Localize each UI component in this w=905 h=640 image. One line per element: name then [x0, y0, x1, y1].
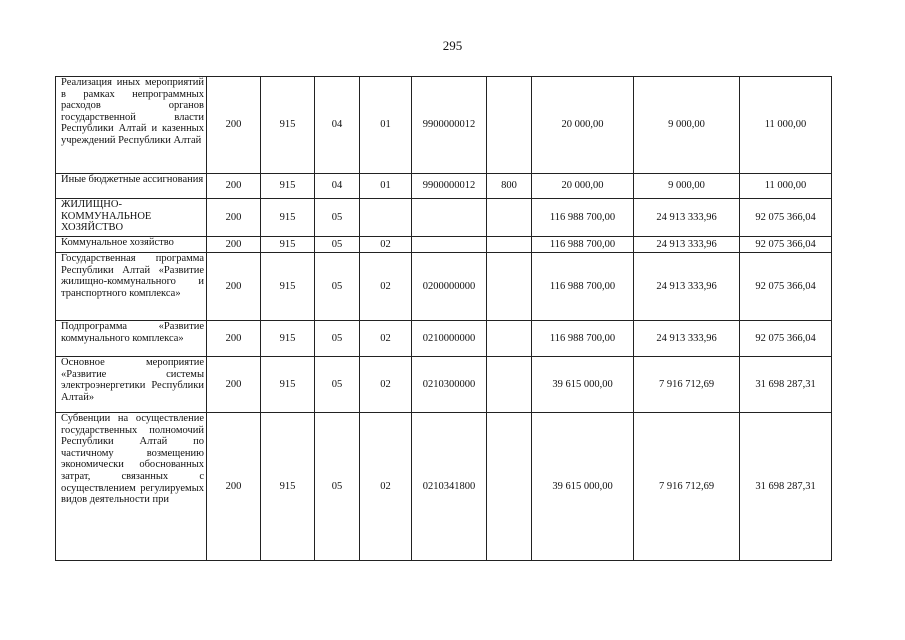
subsection-cell: 01 [360, 77, 412, 174]
expense-type-cell [487, 253, 532, 321]
remaining-amount-cell: 92 075 366,04 [740, 321, 832, 357]
row-name-cell: ЖИЛИЩНО-КОММУНАЛЬНОЕ ХОЗЯЙСТВО [56, 199, 207, 237]
planned-amount-cell: 116 988 700,00 [532, 253, 634, 321]
expense-type-cell [487, 199, 532, 237]
section-cell: 05 [315, 237, 360, 253]
subsection-cell: 02 [360, 413, 412, 561]
section-cell: 05 [315, 321, 360, 357]
remaining-amount-cell: 92 075 366,04 [740, 237, 832, 253]
admin-code-cell: 200 [207, 77, 261, 174]
admin-code-cell: 200 [207, 253, 261, 321]
target-article-cell [412, 199, 487, 237]
section-cell: 05 [315, 357, 360, 413]
subsection-cell: 02 [360, 357, 412, 413]
subsection-cell: 02 [360, 321, 412, 357]
target-article-cell: 0200000000 [412, 253, 487, 321]
remaining-amount-cell: 92 075 366,04 [740, 253, 832, 321]
admin-code-cell: 200 [207, 321, 261, 357]
executed-amount-cell: 7 916 712,69 [634, 357, 740, 413]
remaining-amount-cell: 11 000,00 [740, 174, 832, 199]
table-row [56, 237, 832, 253]
ministry-code-cell: 915 [261, 321, 315, 357]
planned-amount-cell: 39 615 000,00 [532, 413, 634, 561]
ministry-code-cell: 915 [261, 357, 315, 413]
row-name-cell: Государственная программа Республики Алтай «Развитие жилищно-коммунального и транспортного комплекса» [56, 253, 207, 321]
table-row [56, 77, 832, 174]
page-number: 295 [442, 38, 463, 53]
section-cell: 05 [315, 413, 360, 561]
budget-table [55, 76, 832, 561]
executed-amount-cell: 24 913 333,96 [634, 321, 740, 357]
target-article-cell: 9900000012 [412, 77, 487, 174]
ministry-code-cell: 915 [261, 199, 315, 237]
planned-amount-cell: 39 615 000,00 [532, 357, 634, 413]
section-cell: 05 [315, 199, 360, 237]
target-article-cell: 0210000000 [412, 321, 487, 357]
planned-amount-cell: 116 988 700,00 [532, 237, 634, 253]
expense-type-cell [487, 357, 532, 413]
executed-amount-cell: 24 913 333,96 [634, 237, 740, 253]
subsection-cell: 02 [360, 237, 412, 253]
section-cell: 04 [315, 174, 360, 199]
planned-amount-cell: 116 988 700,00 [532, 199, 634, 237]
row-name-cell: Субвенции на осуществление государственных полномочий Республики Алтай по частичному возмещению экономически обоснованных затрат, связанных с осуществлением регулируемых видов деятельности при [56, 413, 207, 561]
admin-code-cell: 200 [207, 237, 261, 253]
table-row [56, 413, 832, 561]
row-name-cell: Иные бюджетные ассигнования [56, 174, 207, 199]
executed-amount-cell: 7 916 712,69 [634, 413, 740, 561]
row-name-cell: Основное мероприятие «Развитие системы электроэнергетики Республики Алтай» [56, 357, 207, 413]
table-row [56, 321, 832, 357]
planned-amount-cell: 20 000,00 [532, 174, 634, 199]
expense-type-cell [487, 321, 532, 357]
row-name-cell: Подпрограмма «Развитие коммунального комплекса» [56, 321, 207, 357]
row-name-cell: Коммунальное хозяйство [56, 237, 207, 253]
admin-code-cell: 200 [207, 199, 261, 237]
ministry-code-cell: 915 [261, 413, 315, 561]
planned-amount-cell: 116 988 700,00 [532, 321, 634, 357]
subsection-cell [360, 199, 412, 237]
section-cell: 05 [315, 253, 360, 321]
expense-type-cell [487, 237, 532, 253]
remaining-amount-cell: 92 075 366,04 [740, 199, 832, 237]
ministry-code-cell: 915 [261, 237, 315, 253]
executed-amount-cell: 9 000,00 [634, 174, 740, 199]
executed-amount-cell: 9 000,00 [634, 77, 740, 174]
expense-type-cell [487, 413, 532, 561]
section-cell: 04 [315, 77, 360, 174]
remaining-amount-cell: 11 000,00 [740, 77, 832, 174]
table-row [56, 253, 832, 321]
ministry-code-cell: 915 [261, 253, 315, 321]
admin-code-cell: 200 [207, 174, 261, 199]
target-article-cell [412, 237, 487, 253]
subsection-cell: 02 [360, 253, 412, 321]
table-row [56, 199, 832, 237]
executed-amount-cell: 24 913 333,96 [634, 199, 740, 237]
ministry-code-cell: 915 [261, 77, 315, 174]
executed-amount-cell: 24 913 333,96 [634, 253, 740, 321]
target-article-cell: 9900000012 [412, 174, 487, 199]
expense-type-cell: 800 [487, 174, 532, 199]
remaining-amount-cell: 31 698 287,31 [740, 357, 832, 413]
planned-amount-cell: 20 000,00 [532, 77, 634, 174]
target-article-cell: 0210300000 [412, 357, 487, 413]
table-row [56, 357, 832, 413]
table-row [56, 174, 832, 199]
expense-type-cell [487, 77, 532, 174]
target-article-cell: 0210341800 [412, 413, 487, 561]
remaining-amount-cell: 31 698 287,31 [740, 413, 832, 561]
admin-code-cell: 200 [207, 357, 261, 413]
ministry-code-cell: 915 [261, 174, 315, 199]
row-name-cell: Реализация иных мероприятий в рамках непрограммных расходов органов государственной власти Республики Алтай и казенных учреждений Республики Алтай [56, 77, 207, 174]
subsection-cell: 01 [360, 174, 412, 199]
admin-code-cell: 200 [207, 413, 261, 561]
